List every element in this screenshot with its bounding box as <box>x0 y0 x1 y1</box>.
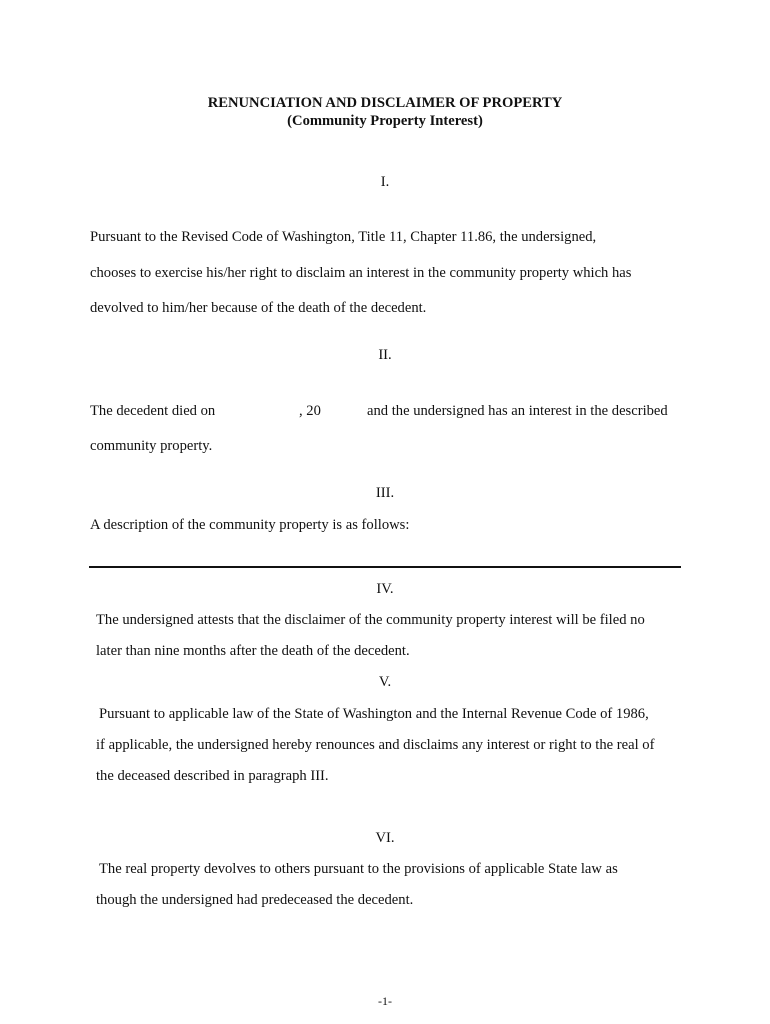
section-i-line-3: devolved to him/her because of the death of the decedent. <box>90 300 427 316</box>
section-vi-line-2: though the undersigned had predeceased the decedent. <box>96 892 414 908</box>
section-vi-line-1: The real property devolves to others pursuant to the provisions of applicable State law as <box>99 861 618 877</box>
decedent-died-on-label: The decedent died on <box>90 403 216 419</box>
page-number: -1- <box>378 994 392 1008</box>
description-rule-line <box>89 566 681 568</box>
year-prefix: , 20 <box>299 403 321 419</box>
section-number-v: V. <box>378 674 392 690</box>
document-subtitle: (Community Property Interest) <box>287 113 483 129</box>
section-iii-line-1: A description of the community property is as follows: <box>90 517 410 533</box>
section-ii-line-2: community property. <box>90 438 213 454</box>
section-iv-line-2: later than nine months after the death of the decedent. <box>96 643 410 659</box>
section-v-line-1: Pursuant to applicable law of the State of Washington and the Internal Revenue Code of 1986, <box>99 706 649 722</box>
section-v-line-3: the deceased described in paragraph III. <box>96 768 329 784</box>
section-i-line-1: Pursuant to the Revised Code of Washington, Title 11, Chapter 11.86, the undersigned, <box>90 229 597 245</box>
section-number-iv: IV. <box>376 581 394 597</box>
section-ii-line-1-tail: and the undersigned has an interest in the described <box>367 403 668 419</box>
section-iv-line-1: The undersigned attests that the disclaimer of the community property interest will be filed no <box>96 612 645 628</box>
section-v-line-2: if applicable, the undersigned hereby renounces and disclaims any interest or right to the real of <box>96 737 655 753</box>
section-number-ii: II. <box>378 347 392 363</box>
section-number-i: I. <box>380 174 390 190</box>
section-number-iii: III. <box>375 485 395 501</box>
document-title: RENUNCIATION AND DISCLAIMER OF PROPERTY <box>207 95 563 111</box>
section-i-line-2: chooses to exercise his/her right to disclaim an interest in the community property which has <box>90 265 632 281</box>
section-number-vi: VI. <box>375 830 395 846</box>
